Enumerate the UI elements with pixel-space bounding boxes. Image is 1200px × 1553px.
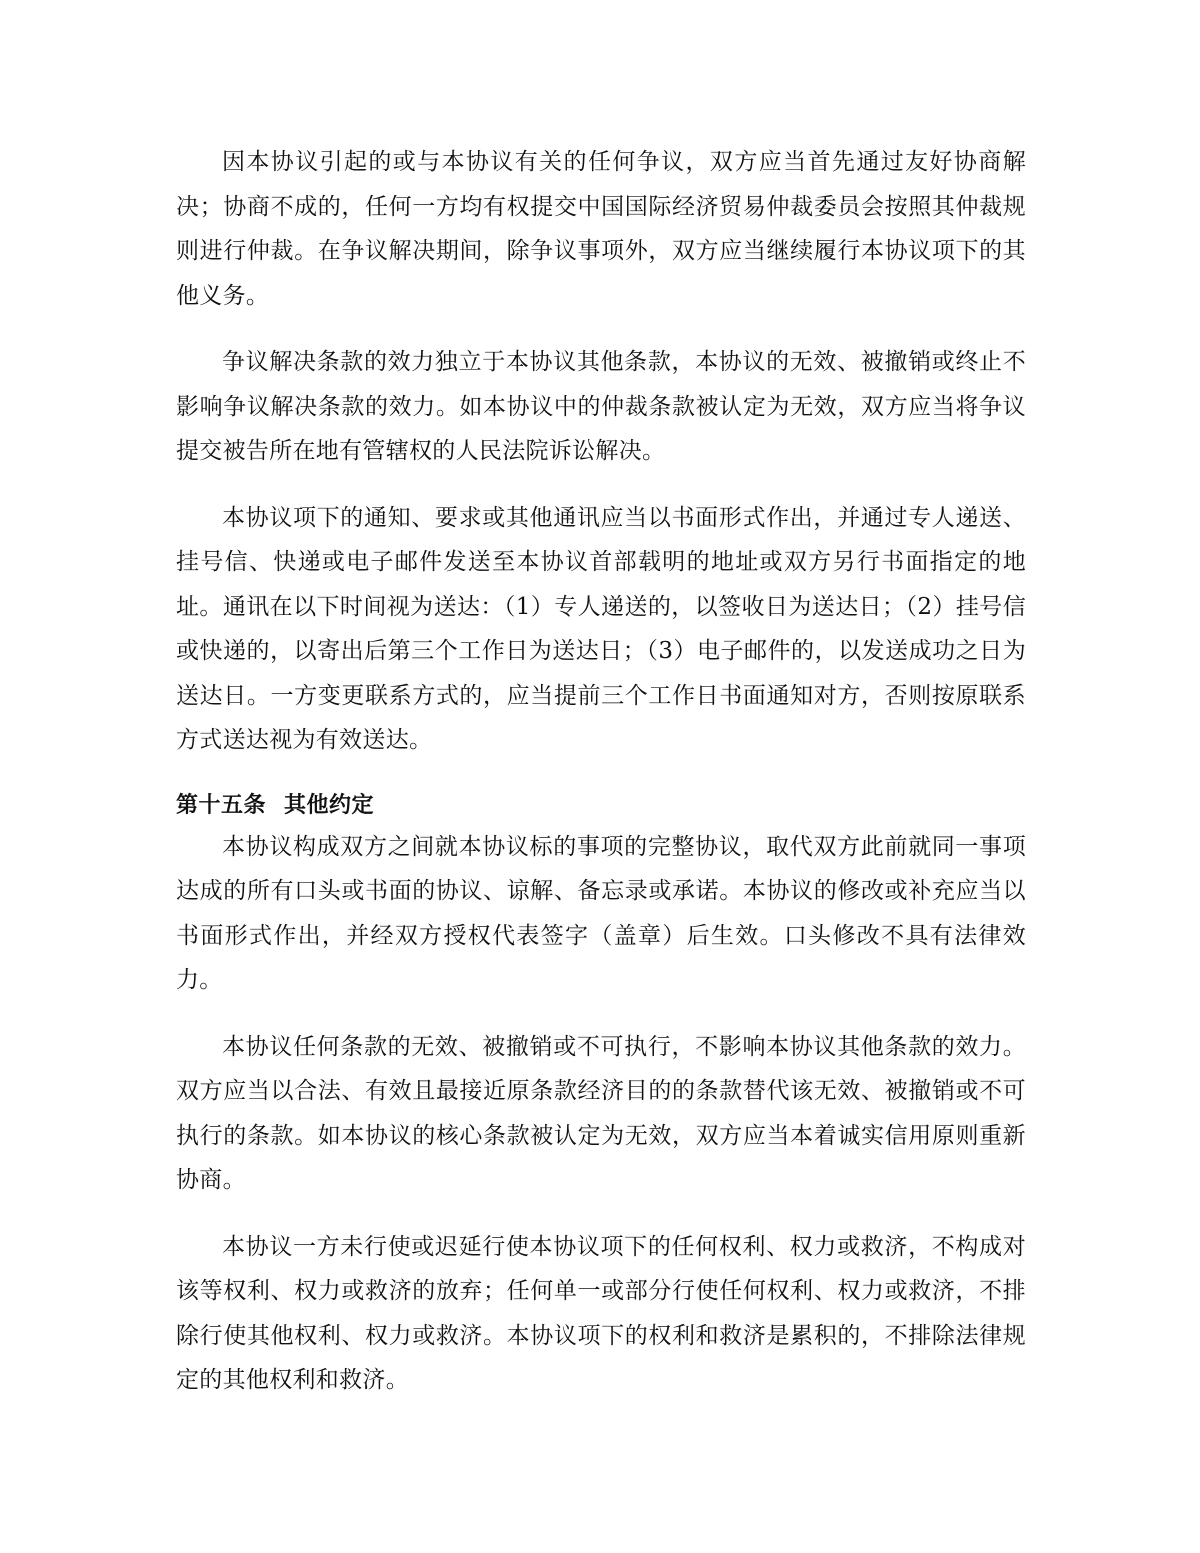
paragraph-notices: 本协议项下的通知、要求或其他通讯应当以书面形式作出，并通过专人递送、挂号信、快递或电子邮件发送至本协议首部载明的地址或双方另行书面指定的地址。通讯在以下时间视为送达：（1）专人递送的，以签收日为送达日；（2）挂号信或快递的，以寄出后第三个工作日为送达日；（3）电子邮件的，以发送成功之日为送达日。一方变更联系方式的，应当提前三个工作日书面通知对方，否则按原联系方式送达视为有效送达。: [176, 504, 1026, 753]
paragraph-entire-agreement: 本协议构成双方之间就本协议标的事项的完整协议，取代双方此前就同一事项达成的所有口头或书面的协议、谅解、备忘录或承诺。本协议的修改或补充应当以书面形式作出，并经双方授权代表签字（盖章）后生效。口头修改不具有法律效力。: [176, 833, 1026, 993]
document-body: [176, 140, 1026, 1425]
section-number: 第十五条: [176, 792, 267, 818]
section-title: 其他约定: [284, 792, 375, 818]
paragraph-dispute-resolution: 因本协议引起的或与本协议有关的任何争议，双方应当首先通过友好协商解决；协商不成的，任何一方均有权提交中国国际经济贸易仲裁委员会按照其仲裁规则进行仲裁。在争议解决期间，除争议事项外，双方应当继续履行本协议项下的其他义务。: [176, 149, 1026, 309]
section-heading: [176, 787, 1026, 825]
paragraph-severability: 本协议任何条款的无效、被撤销或不可执行，不影响本协议其他条款的效力。双方应当以合法、有效且最接近原条款经济目的的条款替代该无效、被撤销或不可执行的条款。如本协议的核心条款被认定为无效，双方应当本着诚实信用原则重新协商。: [176, 1033, 1026, 1193]
paragraph-dispute-clause-independence: 争议解决条款的效力独立于本协议其他条款，本协议的无效、被撤销或终止不影响争议解决条款的效力。如本协议中的仲裁条款被认定为无效，双方应当将争议提交被告所在地有管辖权的人民法院诉讼解决。: [176, 349, 1026, 464]
paragraph-waiver: 本协议一方未行使或迟延行使本协议项下的任何权利、权力或救济，不构成对该等权利、权力或救济的放弃；任何单一或部分行使任何权利、权力或救济，不排除行使其他权利、权力或救济。本协议项下的权利和救济是累积的，不排除法律规定的其他权利和救济。: [176, 1233, 1026, 1393]
